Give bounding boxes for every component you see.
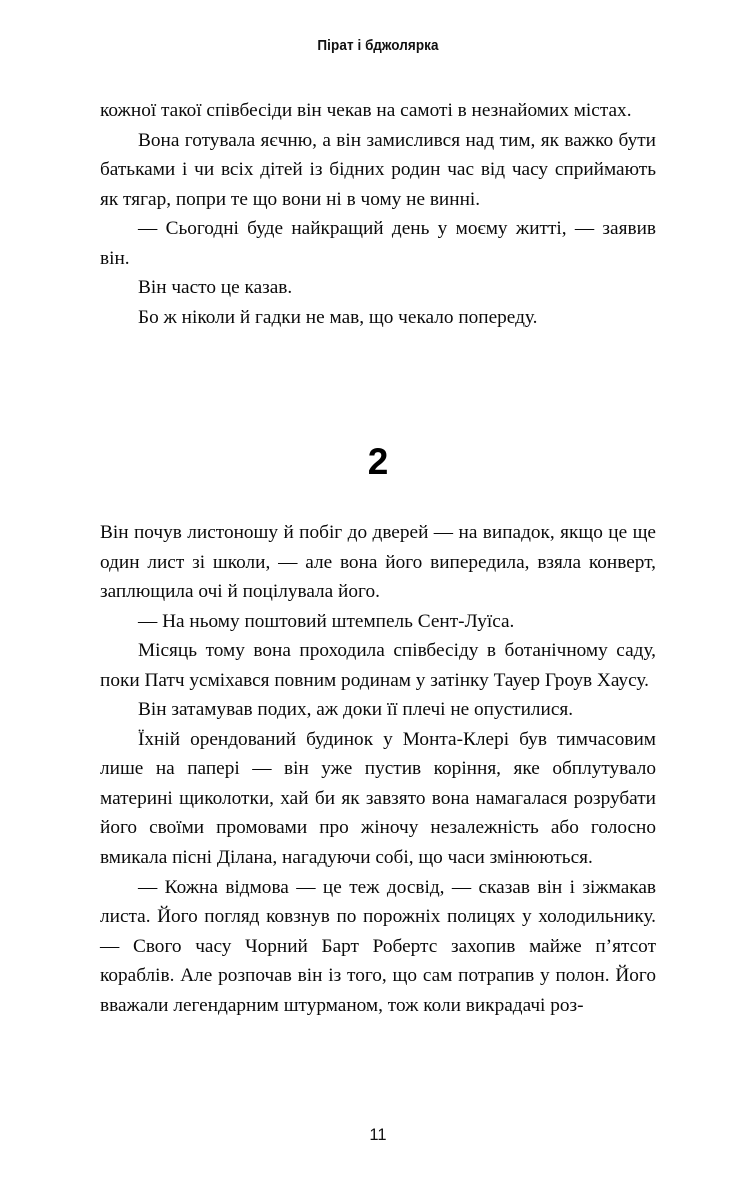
chapter-heading — [0, 443, 756, 480]
paragraph: Він часто це казав. — [138, 277, 293, 299]
section-one-text-column — [100, 96, 656, 332]
paragraph: Місяць тому вона проходила співбесіду в ботанічному саду, поки Патч усміхався повним родинам у затінку Тауер Гроув Хаусу. — [100, 640, 656, 691]
paragraph: Він затамував подих, аж доки її плечі не опустилися. — [138, 699, 574, 721]
paragraph: Їхній орендований будинок у Монта-Клері був тимчасовим лише на папері — він уже пустив коріння, яке обплутувало материні щиколотки, хай би як завзято вона намагалася розрубати його своїми промовами про жіночу незалежність або голосно вмикала пісні Ділана, нагадуючи собі, що часи змінюються. — [100, 728, 656, 869]
paragraph-dialogue: — Кожна відмова — це теж досвід, — сказав він і зіжмакав листа. Його погляд ковзнув по порожніх полицях у холодильнику. — Свого часу Чорний Барт Робертс захопив майже п’ятсот кораблів. Але розпочав він із того, що сам потрапив у полон. Його вважали легендарним штурманом, тож коли викрадачі роз- — [100, 876, 656, 1016]
paragraph: Він почув листоношу й побіг до дверей — на випадок, якщо це ще один лист зі школи, — але вона його випередила, взяла конверт, заплющила очі й поцілувала його. — [100, 522, 656, 603]
paragraph: Бо ж ніколи й гадки не мав, що чекало попереду. — [138, 306, 538, 328]
paragraph: кожної такої співбесіди він чекав на самоті в незнайомих містах. — [100, 100, 632, 121]
page-number: 11 — [369, 1126, 387, 1144]
chapter-two-text-column — [100, 518, 656, 1020]
running-header: Пірат і бджолярка — [317, 38, 439, 54]
chapter-number: 2 — [367, 441, 389, 482]
paragraph: Вона готувала яєчню, а він замислився над тим, як важко бути батьками і чи всіх дітей із бідних родин час від часу сприймають як тягар, попри те що вони ні в чому не винні. — [100, 129, 656, 210]
paragraph-dialogue: — Сьогодні буде найкращий день у моєму житті, — заявив він. — [100, 218, 656, 269]
paragraph-dialogue: — На ньому поштовий штемпель Сент-Луїса. — [138, 610, 515, 632]
